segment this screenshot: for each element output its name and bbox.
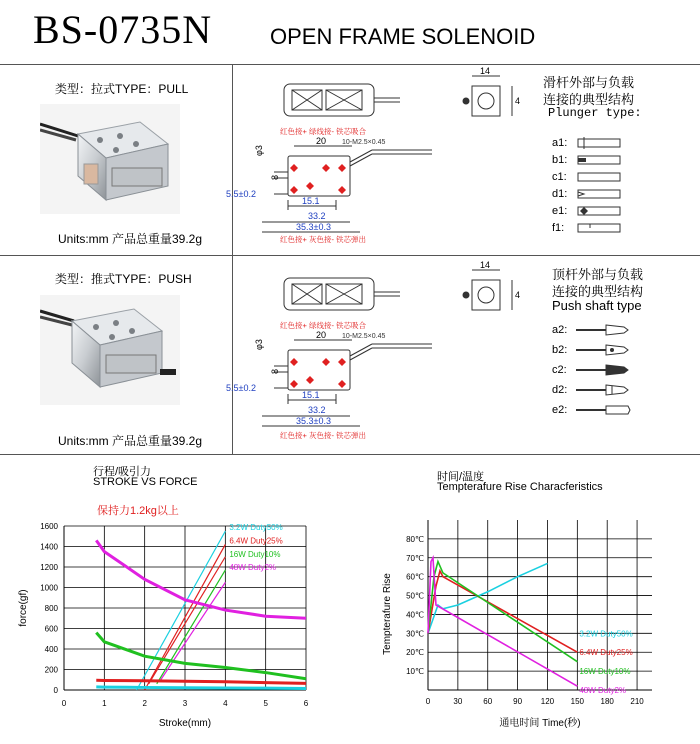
- pull-dim-8: 8: [270, 174, 280, 180]
- plunger-shape-icon: [576, 137, 622, 149]
- force-chart-annotation: 保持力1.2kg以上: [97, 505, 179, 517]
- x-tick-label: 150: [570, 697, 585, 706]
- legend-entry: 3.2W Duty50%: [579, 629, 633, 639]
- x-tick-label: 4: [223, 699, 228, 708]
- legend-entry: 48W Duty2%: [579, 686, 627, 695]
- pull-thread-note: 10-M2.5×0.45: [342, 139, 386, 146]
- push-top-view: [284, 278, 400, 310]
- plunger-label: f1:: [552, 221, 565, 234]
- x-tick-label: 5: [263, 699, 268, 708]
- model-number: BS-0735N: [33, 7, 213, 52]
- x-axis-label: 通电时间 Time(秒): [499, 718, 581, 729]
- plunger-label: c1:: [552, 170, 567, 183]
- x-tick-label: 2: [142, 699, 147, 708]
- pull-wire-note-top: 红色接+ 绿线接- 铁芯吸合: [280, 127, 367, 136]
- plunger-shape-icon: [576, 188, 622, 200]
- y-tick-label: 70℃: [406, 553, 424, 563]
- pull-side-view: [262, 146, 432, 232]
- shaft-label: d2:: [552, 384, 568, 396]
- plunger-label: a1:: [552, 136, 568, 149]
- plunger-type-e1: [552, 202, 622, 219]
- plunger-label: e1:: [552, 204, 568, 217]
- shaft-type-list: [552, 320, 632, 420]
- pull-wire-note-bottom: 红色接+ 灰色接- 铁芯弹出: [280, 235, 367, 244]
- y-tick-label: 30℃: [406, 629, 424, 639]
- shaft-shape-icon: [576, 343, 632, 357]
- x-tick-label: 210: [630, 697, 644, 706]
- x-tick-label: 180: [600, 697, 614, 706]
- x-tick-label: 60: [483, 697, 493, 706]
- y-tick-label: 1200: [40, 563, 58, 572]
- divider-charts: [0, 454, 700, 455]
- shaft-title-en: Push shaft type: [552, 298, 642, 313]
- plunger-type-f1: [552, 219, 622, 236]
- legend-entry: 16W Duty10%: [229, 549, 281, 559]
- temp-chart-subtitle: Tempterafure Rise Characferistics: [437, 481, 603, 493]
- shaft-shape-icon: [576, 323, 632, 337]
- plunger-label: d1:: [552, 187, 568, 200]
- y-tick-label: 1000: [40, 583, 58, 593]
- plunger-title-cn2: 连接的典型结构: [543, 92, 635, 107]
- plunger-label: b1:: [552, 153, 568, 166]
- y-tick-label: 600: [44, 624, 58, 634]
- series-line: [96, 680, 306, 683]
- series-line: [96, 633, 306, 679]
- y-tick-label: 80℃: [406, 534, 424, 544]
- y-tick-label: 20℃: [406, 648, 424, 658]
- y-tick-label: 10℃: [406, 667, 424, 677]
- x-tick-label: 90: [513, 697, 523, 706]
- plunger-shape-icon: [576, 154, 622, 166]
- push-side-view: [262, 340, 432, 426]
- push-end-view: [463, 270, 512, 310]
- pull-top-view: [284, 84, 400, 116]
- legend-entry: 3.2W Duty50%: [229, 523, 283, 533]
- shaft-shape-icon: [576, 383, 632, 397]
- push-dim-55: 5.5±0.2: [226, 383, 256, 393]
- shaft-label: b2:: [552, 344, 568, 356]
- x-tick-label: 120: [540, 697, 555, 706]
- pull-dim-332: 33.2: [308, 211, 326, 221]
- shaft-type-d2: [552, 380, 632, 400]
- pull-type-label: 类型：拉式TYPE：PULL: [55, 82, 189, 96]
- force-chart-subtitle: STROKE VS FORCE: [93, 476, 198, 488]
- y-axis-label: Tempterafure Rise: [382, 573, 393, 655]
- force-chart-title: 行程/吸引力: [93, 466, 152, 478]
- shaft-type-e2: [552, 400, 632, 420]
- shaft-label: c2:: [552, 364, 567, 376]
- temp-chart-title: 时间/温度: [437, 471, 485, 483]
- shaft-title-cn1: 顶杆外部与负载: [552, 267, 644, 282]
- plunger-type-c1: [552, 168, 622, 185]
- shaft-type-a2: [552, 320, 632, 340]
- push-wire-note-top: 红色接+ 绿线接- 铁芯吸合: [280, 321, 367, 330]
- push-wire-note-bottom: 红色接+ 灰色接- 铁芯弹出: [280, 431, 367, 440]
- push-thread-note: 10-M2.5×0.45: [342, 333, 386, 340]
- push-solenoid-photo: [40, 295, 180, 405]
- pull-dim-55: 5.5±0.2: [226, 189, 256, 199]
- x-tick-label: 30: [453, 697, 463, 706]
- pull-end-view: [463, 76, 512, 116]
- plunger-type-list: [552, 134, 622, 236]
- x-tick-label: 6: [303, 699, 309, 708]
- push-dim-8: 8: [270, 368, 280, 374]
- push-dim-151: 15.1: [302, 390, 320, 400]
- plunger-shape-icon: [576, 222, 622, 234]
- push-dim-353: 35.3±0.3: [296, 416, 331, 426]
- shaft-label: a2:: [552, 324, 568, 336]
- shaft-shape-icon: [576, 363, 632, 377]
- pull-dim-20: 20: [316, 136, 327, 146]
- y-axis-label: force(gf): [18, 589, 29, 627]
- plunger-type-d1: [552, 185, 622, 202]
- legend-entry: 6.4W Duty25%: [579, 648, 633, 658]
- plunger-type-a1: [552, 134, 622, 151]
- force-chart: [0, 514, 320, 744]
- series-line: [96, 687, 306, 689]
- page-title: OPEN FRAME SOLENOID: [270, 24, 536, 49]
- y-tick-label: 1600: [40, 522, 58, 531]
- push-dim-4: 4: [515, 290, 521, 300]
- plunger-type-b1: [552, 151, 622, 168]
- x-axis-label: Stroke(mm): [158, 718, 212, 729]
- push-drawing: [222, 258, 522, 443]
- pull-dim-4: 4: [515, 96, 521, 106]
- pull-dim-151: 15.1: [302, 196, 320, 206]
- pull-solenoid-photo: [40, 104, 180, 214]
- plunger-title-cn1: 滑杆外部与负载: [543, 75, 635, 90]
- y-tick-label: 800: [44, 604, 58, 613]
- push-dim-phi3: φ3: [254, 339, 264, 350]
- pull-dim-14: 14: [480, 66, 491, 76]
- x-tick-label: 0: [425, 697, 431, 706]
- divider-mid: [0, 255, 700, 256]
- y-tick-label: 40℃: [406, 610, 424, 620]
- push-units: Units:mm 产品总重量39.2g: [58, 434, 203, 448]
- y-tick-label: 60℃: [406, 572, 424, 582]
- temp-chart: [370, 504, 690, 744]
- pull-dim-phi3: φ3: [254, 145, 264, 156]
- pull-drawing: [222, 64, 522, 244]
- plunger-title-en: Plunger type:: [548, 106, 642, 120]
- pull-units: Units:mm 产品总重量39.2g: [58, 232, 203, 246]
- shaft-type-c2: [552, 360, 632, 380]
- shaft-shape-icon: [576, 403, 632, 417]
- y-tick-label: 1400: [40, 542, 58, 552]
- push-dim-14: 14: [480, 260, 491, 270]
- push-dim-20: 20: [316, 330, 327, 340]
- shaft-type-b2: [552, 340, 632, 360]
- x-tick-label: 0: [61, 699, 67, 708]
- push-type-label: 类型：推式TYPE：PUSH: [55, 272, 192, 286]
- legend-entry: 16W Duty10%: [579, 667, 631, 677]
- y-tick-label: 0: [53, 686, 58, 695]
- y-tick-label: 400: [44, 645, 58, 654]
- x-tick-label: 3: [182, 699, 188, 708]
- plunger-shape-icon: [576, 205, 622, 217]
- legend-entry: 48W Duty2%: [229, 563, 277, 573]
- x-tick-label: 1: [102, 699, 107, 708]
- shaft-label: e2:: [552, 404, 568, 416]
- pull-dim-353: 35.3±0.3: [296, 222, 331, 232]
- push-dim-332: 33.2: [308, 405, 326, 415]
- legend-entry: 6.4W Duty25%: [229, 536, 283, 546]
- y-tick-label: 200: [44, 665, 58, 675]
- shaft-title-cn2: 连接的典型结构: [552, 284, 644, 299]
- y-tick-label: 50℃: [406, 591, 424, 601]
- plunger-shape-icon: [576, 171, 622, 183]
